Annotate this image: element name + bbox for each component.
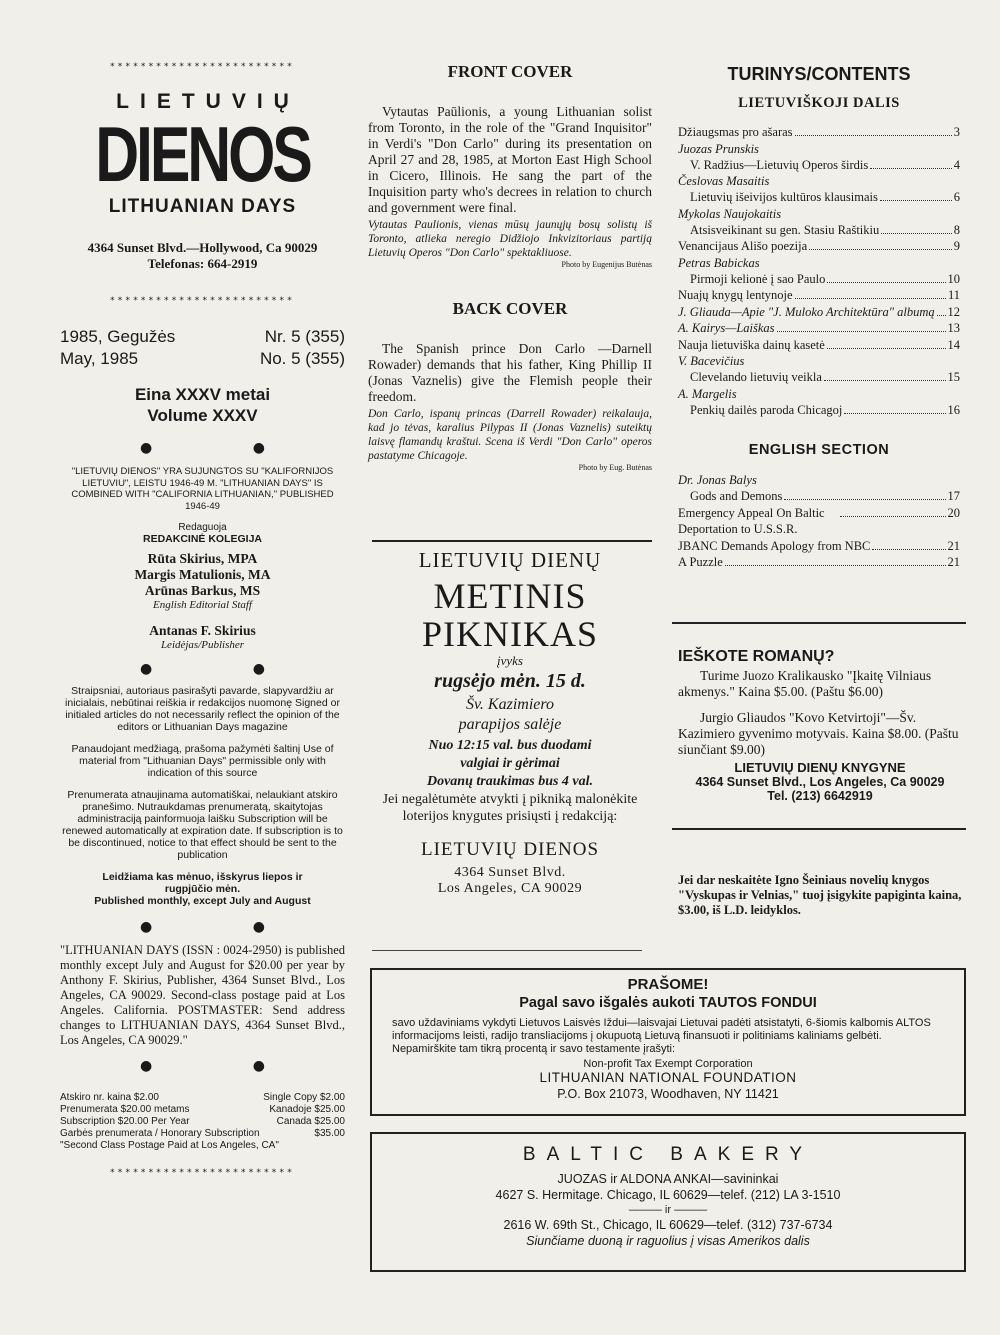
contents-heading: TURINYS/CONTENTS — [727, 64, 911, 84]
price-value: Kanadoje $25.00 — [269, 1104, 345, 1115]
editors-list — [60, 551, 345, 599]
price-value: Canada $25.00 — [276, 1116, 345, 1127]
contents-lt-heading: LIETUVIŠKOJI DALIS — [738, 95, 900, 111]
novels-item2: Jurgio Gliaudos "Kovo Ketvirtoji"—Šv. Kazimiero gyvenimo motyvais. Kaina $8.00. (Paštu siunčiant $9.00) — [678, 710, 959, 757]
bullet-divider: ● ● — [140, 1058, 313, 1074]
bakery-address2: 2616 W. 69th St., Chicago, IL 60629—telef. (312) 737-6734 — [503, 1218, 833, 1232]
merger-note: "LIETUVIŲ DIENOS" YRA SUJUNGTOS SU "KALIFORNIJOS LIETUVIU", LEISTU 1946-49 M. "LITHUANIAN DAYS" IS COMBINED WITH "CALIFORNIA LITHUANIAN," PUBLISHED 1946-49 — [71, 466, 334, 512]
toc-page: 15 — [947, 370, 960, 384]
front-cover-photo-credit: Photo by Eugenijus Butėnas — [561, 260, 652, 269]
toc-entry[interactable] — [678, 337, 960, 354]
toc-title: J. Gliauda—Apie "J. Muloko Architektūra" albumą — [678, 304, 935, 319]
editorial-staff-label: English Editorial Staff — [152, 599, 252, 611]
front-cover-text-lt: Vytautas Paulionis, vienas mūsų jaunųjų bosų solistų iš Toronto, atlieka neregio Didžiojo Inkvizitoriaus partiją Lietuvių Operos "Don Carlo" spektakliuose. — [368, 219, 652, 259]
bookstore-name: LIETUVIŲ DIENŲ KNYGYNE — [734, 760, 906, 775]
disclaimer: Straipsniai, autoriaus pasirašyti pavarde, slapyvardžiu ar inicialais, nebūtinai reiškia ir redakcijos nuomonę Signed or initialed articles do not necessarily reflect the opinion of the editors or Lithuanian Days magazine — [65, 685, 340, 733]
cover-column — [368, 62, 652, 472]
masthead-column — [60, 62, 345, 1178]
toc-page: 9 — [953, 239, 960, 253]
tautos-fondas-box — [370, 968, 966, 1116]
picnic-place2: parapijos salėje — [458, 716, 562, 733]
toc-author: A. Margelis — [678, 386, 737, 401]
contents-en-list — [678, 472, 960, 571]
toc-entry[interactable] — [678, 505, 960, 538]
toc-entry[interactable] — [678, 304, 960, 321]
publisher-title: Leidėjas/Publisher — [160, 639, 245, 651]
picnic-occurs: įvyks — [497, 653, 523, 668]
picnic-raffle: Dovanų traukimas bus 4 val. — [426, 774, 594, 789]
toc-page: 21 — [947, 555, 960, 569]
toc-title: A Puzzle — [678, 555, 723, 569]
toc-author: Mykolas Naujokaitis — [678, 206, 782, 221]
star-divider: ************************ — [110, 62, 295, 72]
novels-heading: IEŠKOTE ROMANŲ? — [678, 648, 835, 665]
masthead-word-top: LIETUVIŲ — [116, 90, 300, 113]
masthead-title: DIENOS — [95, 110, 310, 198]
price-value: Single Copy $2.00 — [263, 1092, 345, 1103]
fund-address: P.O. Box 21073, Woodhaven, NY 11421 — [557, 1087, 779, 1101]
toc-page: 10 — [947, 271, 960, 286]
toc-page: 16 — [947, 402, 960, 417]
picnic-org: LIETUVIŲ DIENOS — [420, 839, 600, 860]
bookstore-address: 4364 Sunset Blvd., Los Angeles, Ca 90029 — [695, 775, 945, 789]
fund-nonprofit: Non-profit Tax Exempt Corporation — [583, 1058, 753, 1070]
toc-entry[interactable] — [678, 538, 960, 555]
issue-en-number: No. 5 (355) — [259, 349, 345, 368]
price-row — [60, 1116, 345, 1128]
bullet-divider: ● ● — [140, 440, 313, 456]
back-cover-heading: BACK COVER — [452, 299, 568, 318]
price-list — [60, 1092, 345, 1152]
price-label: Garbės prenumerata / Honorary Subscription — [60, 1128, 260, 1139]
novels-item1: Turime Juozo Kralikausko "Įkaitę Vilniaus akmenys." Kaina $5.00. (Paštu $6.00) — [678, 668, 932, 699]
masthead-subtitle: LITHUANIAN DAYS — [108, 196, 297, 217]
toc-title: Nuajų knygų lentynoje — [678, 288, 793, 302]
toc-page: 14 — [947, 337, 960, 352]
toc-title: Džiaugsmas pro ašaras — [678, 125, 793, 139]
toc-entry[interactable] — [678, 189, 960, 206]
toc-author: V. Bacevičius — [678, 354, 745, 368]
masthead-phone: Telefonas: 664-2919 — [147, 256, 258, 271]
toc-entry[interactable] — [678, 124, 960, 141]
toc-title: Pirmoji kelionė į sao Paulo — [690, 271, 826, 286]
column-rule — [372, 950, 642, 951]
bullet-divider: ● ● — [140, 919, 313, 935]
toc-page: 21 — [947, 538, 960, 553]
back-cover-photo-credit: Photo by Eug. Butėnas — [578, 463, 652, 472]
price-row — [60, 1104, 345, 1116]
bakery-or: ——— ir ——— — [628, 1204, 708, 1216]
frequency-lt: Leidžiama kas mėnuo, išskyrus liepos ir rugpjūčio mėn. — [102, 871, 303, 895]
back-cover-text: The Spanish prince Don Carlo —Darnell Rowader) demands that his father, King Phillip II (Jonas Vaznelis) give the Flemish people their freedom. — [368, 341, 652, 404]
issue-lt-date: 1985, Gegužės — [60, 327, 176, 346]
section-rule — [672, 828, 966, 830]
toc-title: JBANC Demands Apology from NBC — [678, 538, 871, 553]
bakery-note: Siunčiame duoną ir raguolius į visas Amerikos dalis — [526, 1234, 810, 1248]
toc-page: 4 — [953, 157, 960, 172]
picnic-line3: PIKNIKAS — [421, 614, 598, 654]
seinius-ad: Jei dar neskaitėte Igno Šeiniaus novelių knygos "Vyskupas ir Velnias," tuoj įsigykite papiginta kaina, $3.00, iš L.D. leidyklos. — [678, 873, 962, 917]
issue-block — [60, 326, 345, 370]
section-rule — [672, 622, 966, 624]
volume-en: Volume XXXV — [147, 406, 258, 425]
bookstore-phone: Tel. (213) 6642919 — [767, 789, 873, 803]
picnic-time1: Nuo 12:15 val. bus duodami — [428, 738, 592, 753]
toc-page: 3 — [953, 125, 960, 139]
picnic-address1: 4364 Sunset Blvd. — [454, 865, 566, 880]
price-label: Prenumerata $20.00 metams — [60, 1104, 190, 1115]
picnic-invite: Jei negalėtumėte atvykti į pikniką malonėkite loterijos knygutes prisiųsti į redakciją: — [382, 792, 638, 824]
masthead-address: 4364 Sunset Blvd.—Hollywood, Ca 90029 — [87, 240, 318, 255]
fund-subtitle: Pagal savo išgalės aukoti TAUTOS FONDUI — [519, 995, 817, 1011]
price-label: Subscription $20.00 Per Year — [60, 1116, 190, 1127]
toc-page: 13 — [947, 321, 960, 335]
toc-title: V. Radžius—Lietuvių Operos širdis — [690, 157, 869, 172]
toc-title: Atsisveikinant su gen. Stasiu Raštikiu — [690, 222, 880, 237]
toc-title: Gods and Demons — [690, 489, 783, 503]
price-row — [60, 1128, 345, 1140]
picnic-date: rugsėjo mėn. 15 d. — [434, 670, 586, 692]
toc-author: Juozas Prunskis — [678, 141, 759, 156]
toc-author: Petras Babickas — [678, 255, 760, 270]
publisher-name: Antanas F. Skirius — [149, 623, 256, 638]
price-row — [60, 1092, 345, 1104]
bullet-divider: ● ● — [140, 661, 313, 677]
fund-body: savo uždaviniams vykdyti Lietuvos Laisvės Iždui—laisvajai Lietuvai padėti atsistatyti, 6-šiomis kalbomis ALTOS informacijoms leisti, radijo transliacijoms į okupuotą Lietuvą finansuoti ir politiniams kaliniams gelbėti. Nepamirškite tam tikrą procentą ir savo testamente įrašyti: — [392, 1017, 931, 1055]
picnic-line2: METINIS — [433, 576, 587, 616]
toc-entry[interactable] — [678, 369, 960, 386]
toc-title: Lietuvių išeivijos kultūros klausimais — [690, 190, 878, 204]
toc-entry[interactable] — [678, 402, 960, 419]
bakery-title: BALTIC BAKERY — [522, 1144, 814, 1165]
toc-title: Clevelando lietuvių veikla — [690, 370, 822, 384]
baltic-bakery-box — [370, 1132, 966, 1272]
star-divider: ************************ — [110, 1168, 295, 1178]
toc-page: 11 — [947, 288, 960, 302]
back-cover-text-lt: Don Carlo, ispanų princas (Darrell Rowader) reikalauja, kad jo tėvas, karalius Pilypas II (Jonas Vaznelis) suteiktų laisvę flamandų kraštui. Scena iš Verdi "Don Carlo" operos pastatyme Chicagoje. — [368, 408, 652, 462]
frequency-en: Published monthly, except July and August — [94, 895, 311, 907]
contents-lt-list — [678, 124, 960, 418]
toc-page: 12 — [947, 304, 960, 319]
toc-title: Nauja lietuviška dainų kasetė — [678, 337, 825, 352]
toc-entry[interactable] — [678, 554, 960, 571]
editor-name: Rūta Skirius, MPA — [147, 551, 258, 566]
issue-lt-number: Nr. 5 (355) — [264, 327, 345, 346]
fund-org: LITHUANIAN NATIONAL FOUNDATION — [539, 1070, 797, 1085]
toc-entry[interactable] — [678, 238, 960, 255]
subscription-note: Prenumerata atnaujinama automatiškai, nelaukiant atskiro pranešimo. Nutraukdamas prenumeratą, skaitytojas administraciją painformuoja laišku Subscription will be renewed automatically at expiration date. If subscription is to be discontinued, notice to that effect should be sent to the publication — [62, 789, 343, 861]
fund-title: PRAŠOME! — [627, 976, 709, 993]
front-cover-heading: FRONT COVER — [447, 62, 573, 81]
toc-entry[interactable] — [678, 271, 960, 288]
editor-name: Margis Matulionis, MA — [134, 567, 271, 582]
picnic-address2: Los Angeles, CA 90029 — [437, 881, 583, 896]
price-row — [60, 1140, 345, 1152]
picnic-time2: valgiai ir gėrimai — [460, 756, 560, 771]
toc-author: Dr. Jonas Balys — [678, 473, 757, 487]
price-label: "Second Class Postage Paid at Los Angeles, CA" — [60, 1140, 279, 1151]
toc-page: 17 — [947, 489, 960, 503]
toc-page: 8 — [953, 222, 960, 237]
issue-en-date: May, 1985 — [60, 349, 139, 368]
toc-entry[interactable] — [678, 287, 960, 304]
toc-title: A. Kairys—Laiškas — [678, 321, 775, 335]
toc-page: 20 — [947, 505, 960, 520]
toc-title: Penkių dailės paroda Chicagoj — [690, 402, 843, 417]
toc-title: Emergency Appeal On Baltic Deportation to U.S.S.R. — [678, 505, 825, 536]
picnic-place1: Šv. Kazimiero — [466, 696, 554, 713]
toc-page: 6 — [953, 190, 960, 204]
contents-en-heading: ENGLISH SECTION — [748, 442, 890, 458]
bakery-owners: JUOZAS ir ALDONA ANKAI—savininkai — [557, 1172, 779, 1186]
star-divider: ************************ — [110, 296, 295, 306]
toc-entry[interactable] — [678, 488, 960, 505]
novels-ad — [678, 648, 962, 803]
toc-entry[interactable] — [678, 157, 960, 174]
picnic-announcement — [368, 546, 652, 897]
reuse-note: Panaudojant medžiagą, prašoma pažymėti šaltinį Use of material from "Lithuanian Days" permissible only with indication of this source — [71, 743, 334, 779]
toc-author: Česlovas Masaitis — [678, 174, 770, 188]
issn-note: "LITHUANIAN DAYS (ISSN : 0024-2950) is published monthly except July and August for $20.00 per year by Anthony F. Skirius, Publisher, 4364 Sunset Blvd., Los Angeles, CA 90029. Second-class postage paid at Los Angeles. California. POSTMASTER: Send address changes to LITHUANIAN DAYS, 4364 Sunset Blvd., Los Angeles, CA 90029." — [60, 943, 345, 1047]
edited-by: Redaguoja — [178, 522, 227, 533]
toc-entry[interactable] — [678, 222, 960, 239]
toc-title: Venancijaus Ališo poezija — [678, 239, 808, 253]
editorial-board: REDAKCINĖ KOLEGIJA — [142, 533, 262, 545]
column-rule — [372, 540, 652, 542]
contents-column — [678, 64, 960, 571]
front-cover-text: Vytautas Paūlionis, a young Lithuanian solist from Toronto, in the role of the "Grand Inquisitor" in Verdi's "Don Carlo" during its presentation on April 27 and 28, 1985, at Morton East High School in Cicero, Illinois. He sang the part of the Inquisition party who's decrees in relation to church and government were final. — [368, 104, 652, 215]
price-value: $35.00 — [314, 1128, 345, 1139]
editor-name: Arūnas Barkus, MS — [144, 583, 261, 598]
price-label: Atskiro nr. kaina $2.00 — [60, 1092, 159, 1103]
picnic-line1: LIETUVIŲ DIENŲ — [418, 548, 602, 572]
bakery-address1: 4627 S. Hermitage. Chicago, IL 60629—telef. (212) LA 3-1510 — [495, 1188, 841, 1202]
toc-entry[interactable] — [678, 320, 960, 337]
volume-lt: Eina XXXV metai — [134, 385, 271, 404]
